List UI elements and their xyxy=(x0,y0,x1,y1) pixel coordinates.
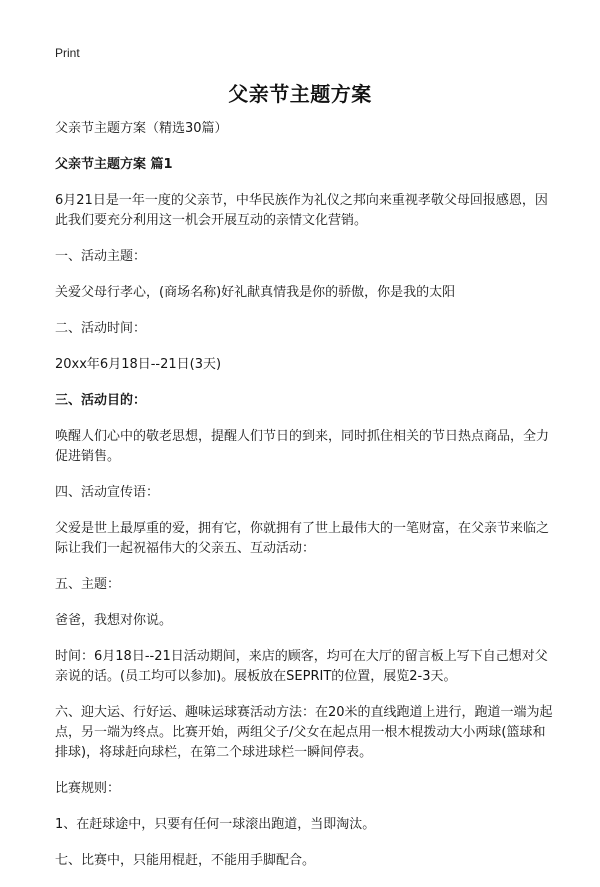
rule-paragraph: 1、在赶球途中，只要有任何一球滚出跑道，当即淘汰。 xyxy=(55,817,376,832)
time-paragraph: 20xx年6月18日--21日(3天) xyxy=(55,357,222,372)
ball-game-paragraph: 六、迎大运、行好运、趣味运球赛活动方法：在20米的直线跑道上进行，跑道一端为起点，另一端为终点。比赛开始，两组父子/父女在起点用一根木棍拨动大小两球(篮球和排球)，将球赶向球栏，在第二个球进球栏一瞬间停表。 xyxy=(55,705,553,760)
heading-subject: 五、主题： xyxy=(55,577,121,592)
print-link[interactable]: Print xyxy=(55,46,80,60)
message-board-paragraph: 时间：6月18日--21日活动期间，来店的顾客，均可在大厅的留言板上写下自己想对父亲说的话。(员工均可以参加)。展板放在SEPRIT的位置，展览2-3天。 xyxy=(55,649,548,684)
heading-purpose: 三、活动目的： xyxy=(55,393,147,408)
heading-theme: 一、活动主题： xyxy=(55,249,147,264)
intro-paragraph: 6月21日是一年一度的父亲节，中华民族作为礼仪之邦向来重视孝敬父母回报感恩，因此我们要充分利用这一机会开展互动的亲情文化营销。 xyxy=(55,193,548,228)
document-title: 父亲节主题方案 xyxy=(228,82,372,106)
heading-slogan: 四、活动宣传语： xyxy=(55,485,160,500)
rule-paragraph-2: 七、比赛中，只能用棍赶，不能用手脚配合。 xyxy=(55,853,316,868)
heading-time: 二、活动时间： xyxy=(55,321,147,336)
slogan-paragraph: 父爱是世上最厚重的爱，拥有它，你就拥有了世上最伟大的一笔财富，在父亲节来临之际让我们一起祝福伟大的父亲五、互动活动： xyxy=(55,521,550,556)
section-heading: 父亲节主题方案 篇1 xyxy=(55,157,173,172)
document-body xyxy=(55,119,555,887)
heading-rules: 比赛规则： xyxy=(55,781,121,796)
theme-paragraph: 关爱父母行孝心，(商场名称)好礼献真情我是你的骄傲，你是我的太阳 xyxy=(55,285,456,300)
subject-paragraph: 爸爸，我想对你说。 xyxy=(55,613,173,628)
subtitle-paragraph: 父亲节主题方案（精选30篇） xyxy=(55,121,228,136)
purpose-paragraph: 唤醒人们心中的敬老思想，提醒人们节日的到来，同时抓住相关的节日热点商品，全力促进销售。 xyxy=(55,429,550,464)
